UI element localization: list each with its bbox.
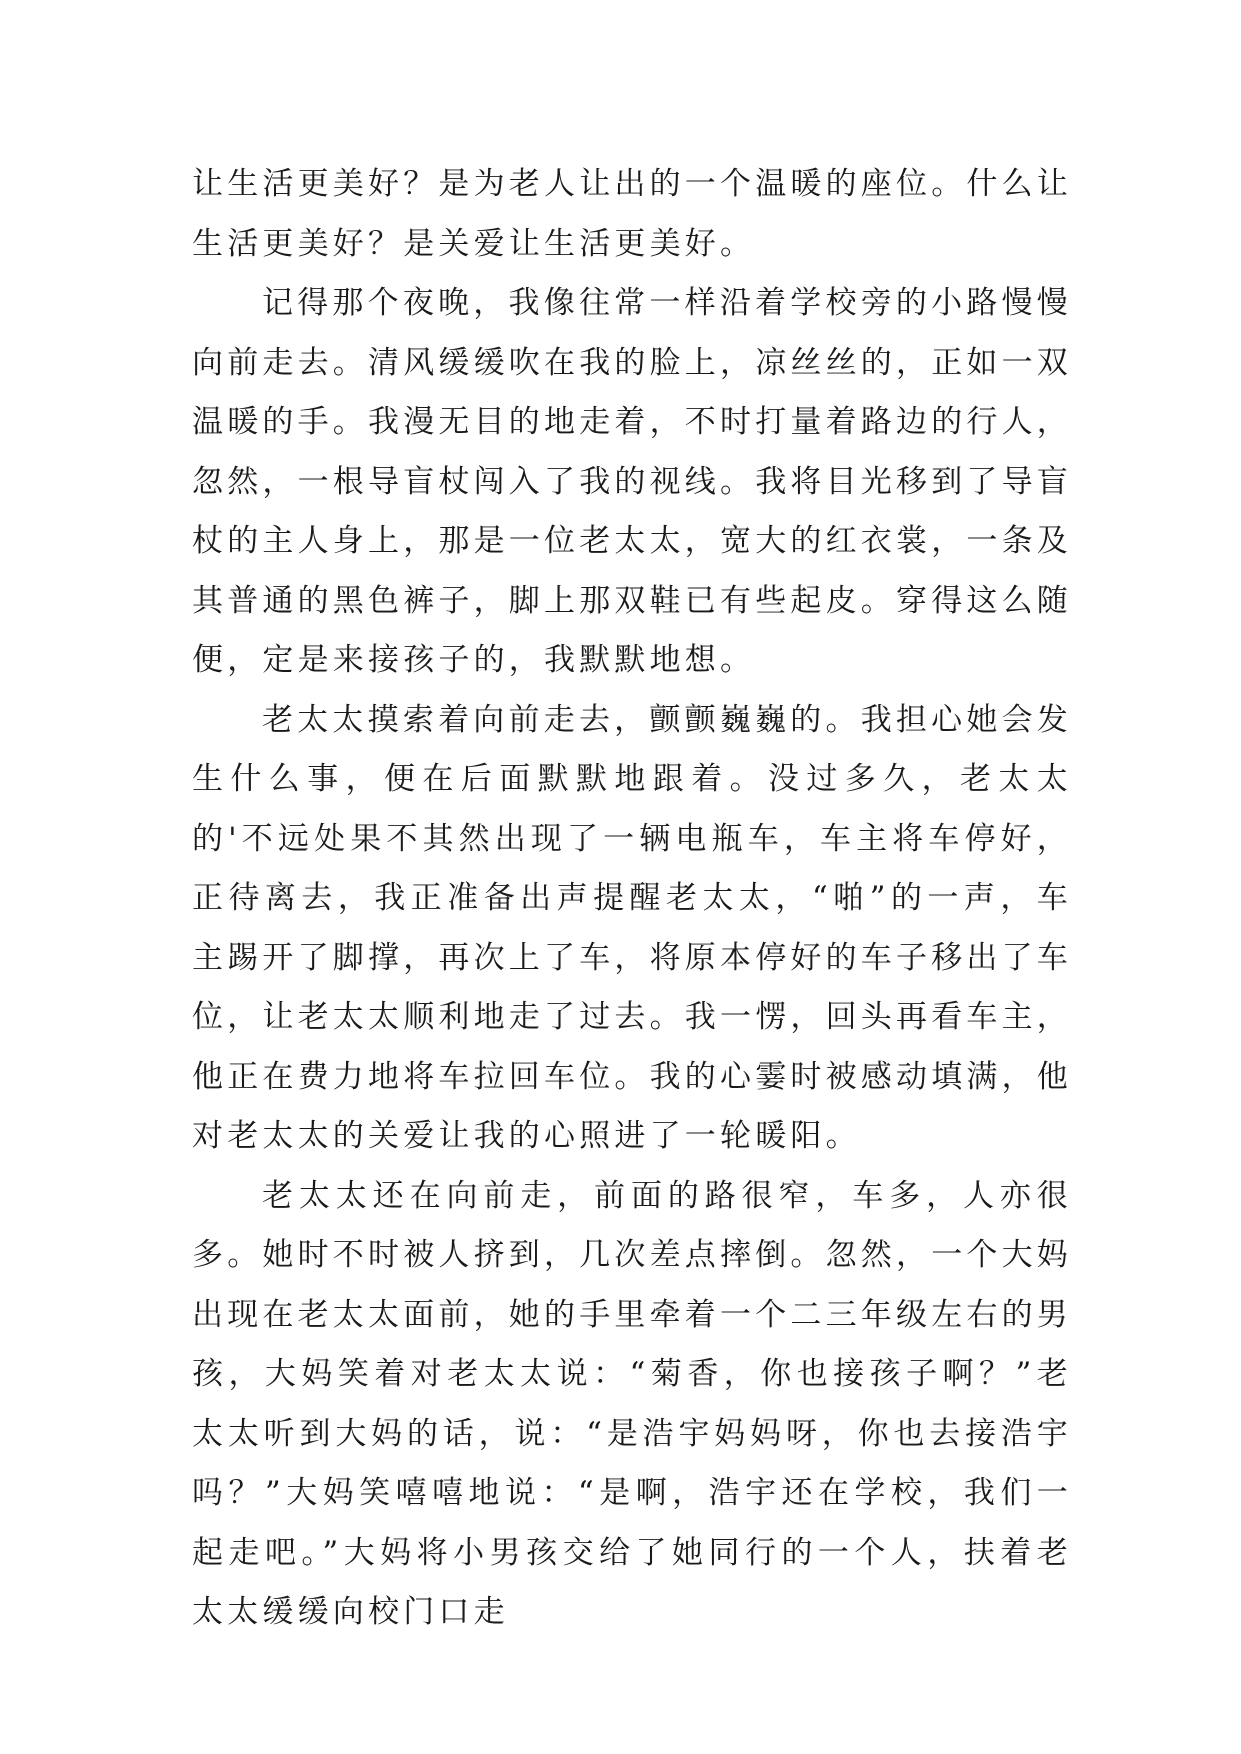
paragraph-2: 记得那个夜晚，我像往常一样沿着学校旁的小路慢慢向前走去。清风缓缓吹在我的脸上，凉丝丝的，正如一双温暖的手。我漫无目的地走着，不时打量着路边的行人，忽然，一根导盲杖闯入了我的视线。我将目光移到了导盲杖的主人身上，那是一位老太太，宽大的红衣裳，一条及其普通的黑色裤子，脚上那双鞋已有些起皮。穿得这么随便，定是来接孩子的，我默默地想。 [192, 285, 1072, 678]
paragraph-4: 老太太还在向前走，前面的路很窄，车多，人亦很多。她时不时被人挤到，几次差点摔倒。忽然，一个大妈出现在老太太面前，她的手里牵着一个二三年级左右的男孩，大妈笑着对老太太说：“菊香，你也接孩子啊？”老太太听到大妈的话，说：“是浩宇妈妈呀，你也去接浩宇吗？”大妈笑嘻嘻地说：“是啊，浩宇还在学校，我们一起走吧。”大妈将小男孩交给了她同行的一个人，扶着老太太缓缓向校门口走 [192, 1177, 1072, 1630]
paragraph-3: 老太太摸索着向前走去，颤颤巍巍的。我担心她会发生什么事，便在后面默默地跟着。没过多久，老太太的'不远处果不其然出现了一辆电瓶车，车主将车停好，正待离去，我正准备出声提醒老太太，“啪”的一声，车主踢开了脚撑，再次上了车，将原本停好的车子移出了车位，让老太太顺利地走了过去。我一愣，回头再看车主，他正在费力地将车拉回车位。我的心霎时被感动填满，他对老太太的关爱让我的心照进了一轮暖阳。 [192, 701, 1072, 1154]
paragraph-1: 让生活更美好？是为老人让出的一个温暖的座位。什么让生活更美好？是关爱让生活更美好。 [192, 166, 1072, 262]
document-body [192, 155, 1072, 1643]
